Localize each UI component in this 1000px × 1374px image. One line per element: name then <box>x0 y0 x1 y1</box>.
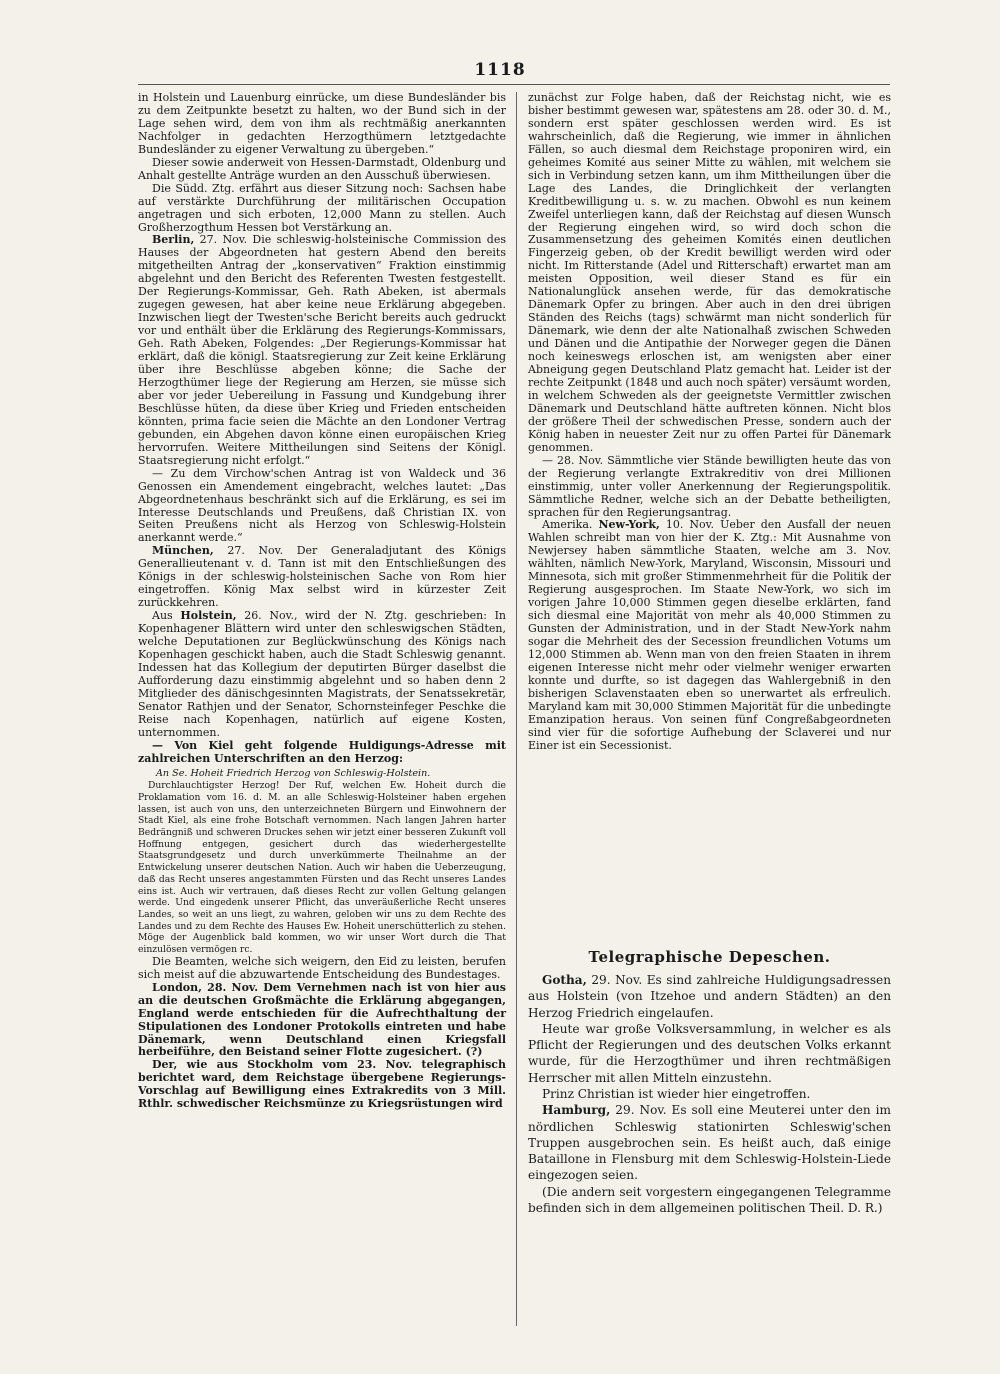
article-paragraph: zunächst zur Folge haben, daß der Reichstag nicht, wie es bisher bestimmt gewesen war, spätestens am 28. oder 30. d. M., sondern erst später geschlossen werden wird. Es ist wahrscheinlich, daß die Regierung, wie immer in ähnlichen Fällen, so auch diesmal dem Reichstage proponiren wird, ein geheimes Komité aus seiner Mitte zu wählen, mit welchem sie sich in Verbindung setzen kann, um ihm Mittheilungen über die Lage des Landes, die Dringlichkeit der verlangten Kreditbewilligung u. s. w. zu machen. Obwohl es nun keinem Zweifel unterliegen kann, daß der Reichstag auf diesen Wunsch der Regierung eingehen wird, so wird doch schon die Zusammensetzung des geheimen Komités einen deutlichen Fingerzeig geben, ob der Kredit bewilligt werden wird oder nicht. Im Ritterstande (Adel und Ritterschaft) erwartet man am meisten Opposition, weil dieser Stand es für ein Nationalunglück ansehen werde, für das demokratische Dänemark Opfer zu bringen. Aber auch in den drei übrigen Ständen des Reichs (tags) schwärmt man nicht sonderlich für Dänemark, wie denn der alte Nationalhaß zwischen Schweden und Dänen und die Antipathie der Norweger gegen die Dänen noch keineswegs erloschen ist, am wenigsten aber einer Abneigung gegen Deutschland Platz gemacht hat. Leider ist der rechte Zeitpunkt (1848 und auch noch später) versäumt worden, in welchem Schweden als der geeignetste Vermittler zwischen Dänemark und Deutschland hätte auftreten können. Nicht blos der größere Theil der schwedischen Presse, sondern auch der König haben in neuester Zeit nur zu offen Partei für Dänemark genommen. <box>528 91 891 454</box>
article-america: Amerika. New-York, 10. Nov. Ueber den Ausfall der neuen Wahlen schreibt man von hier der K. Ztg.: Mit Ausnahme von Newjersey haben sämmtliche Staaten, welche am 3. Nov. wählten, nämlich New-York, Maryland, Wisconsin, Missouri und Minnesota, sich mit großer Stimmenmehrheit für die Politik der Regierung ausgesprochen. Im Staate New-York, wo sich im vorigen Jahre 10,000 Stimmen gegen dieselbe erklärten, fand sich diesmal eine Majorität von mehr als 40,000 Stimmen zu Gunsten der Administration, und in der Stadt New-York nahm sogar die Mehrheit des der Secession freundlichen Votums um 12,000 Stimmen ab. Wenn man von den freien Staaten in ihrem eigenen Interesse nicht mehr oder vielmehr weniger erwarten konnte und durfte, so ist dagegen das Wahlergebniß in den bisherigen Sclavenstaaten eben so unerwartet als erfreulich. Maryland kam mit 30,000 Stimmen Majorität für die unbedingte Emanzipation heraus. Von seinen fünf Congreßabgeordneten sind vier für die sofortige Aufhebung der Sclaverei und nur Einer ist ein Secessionist. <box>528 518 891 752</box>
telegrams-section <box>528 949 891 1217</box>
article-holstein: Aus Holstein, 26. Nov., wird der N. Ztg. geschrieben: In Kopenhagener Blättern wird unter den schleswigschen Städten, welche Deputationen zur Beglückwünschung des Königs nach Kopenhagen geschickt haben, auch die Stadt Schleswig genannt. Indessen hat das Kollegium der deputirten Bürger daselbst die Aufforderung dazu einstimmig abgelehnt und so haben denn 2 Mitglieder des dänischgesinnten Magistrats, der Senatssekretär, Senator Rathjen und der Senator, Schornsteinfeger Peschke die Reise nach Kopenhagen, natürlich auf eigene Kosten, unternommen. <box>138 609 507 739</box>
blank-space <box>528 753 891 949</box>
column-divider <box>516 92 517 1326</box>
telegram-hamburg: Hamburg, 29. Nov. Es soll eine Meuterei unter den im nördlichen Schleswig stationirten Schleswig'schen Truppen ausgebrochen sein. Es heißt auch, daß einige Bataillone in Flensburg mit dem Schleswig-Holstein-Liede eingezogen seien. <box>528 1103 891 1183</box>
article-paragraph: Die Beamten, welche sich weigern, den Eid zu leisten, berufen sich meist auf die abzuwartende Entscheidung des Bundestages. <box>138 954 506 981</box>
article-paragraph: Dieser sowie anderweit von Hessen-Darmstadt, Oldenburg und Anhalt gestellte Anträge wurden an den Ausschuß überwiesen. <box>138 155 506 182</box>
dateline-stockholm: Stockholm <box>247 1058 314 1072</box>
article-munich: München, 27. Nov. Der Generaladjutant des Königs Generallieutenant v. d. Tann ist mit den Entschließungen des Königs in der schleswig-holsteinischen Sache von Rom hier eingetroffen. König Max selbst wird in kürzester Zeit zurückkehren. <box>138 544 506 610</box>
telegram-gotha: Gotha, 29. Nov. Es sind zahlreiche Huldigungsadressen aus Holstein (von Itzehoe und andern Städten) an den Herzog Friedrich eingelaufen. <box>528 972 891 1020</box>
telegram-paragraph: Prinz Christian ist wieder hier eingetroffen. <box>542 1086 811 1101</box>
dateline-berlin: Berlin, <box>152 233 195 247</box>
address-block <box>138 768 506 956</box>
dateline-london: London, <box>152 980 202 994</box>
right-column <box>528 92 891 1216</box>
address-heading: An Se. Hoheit Friedrich Herzog von Schleswig-Holstein. <box>156 767 431 779</box>
article-paragraph: — Von Kiel geht folgende Huldigungs-Adresse mit zahlreichen Unterschriften an den Herzog: <box>138 738 506 765</box>
telegrams-heading: Telegraphische Depeschen. <box>588 947 831 966</box>
editorial-note: (Die andern seit vorgestern eingegangenen Telegramme befinden sich in dem allgemeinen politischen Theil. D. R.) <box>528 1184 891 1216</box>
article-paragraph: in Holstein und Lauenburg einrücke, um diese Bundesländer bis zu dem Zeitpunkte besetzt zu halten, wo der Bund sich in der Lage sehen wird, dem von ihm als rechtmäßig anerkannten Nachfolger in gedachten Herzogthümern letztgedachte Bundesländer zu eigener Verwaltung zu übergeben.“ <box>138 91 506 156</box>
dateline-munich: München, <box>152 544 214 558</box>
article-berlin: Berlin, 27. Nov. Die schleswig-holsteinische Commission des Hauses der Abgeordneten hat gestern Abend den bereits mitgetheilten Antrag der „konservativen“ Fraktion einstimmig abgelehnt und den Bericht des Referenten Twesten festgestellt. Der Regierungs-Kommissar, Geh. Rath Abeken, ist abermals zugegen gewesen, hat aber keine neue Erklärung abgegeben. Inzwischen liegt der Twesten'sche Bericht bereits auch gedruckt vor und enthält über die Erklärung des Regierungs-Kommissars, Geh. Rath Abeken, Folgendes: „Der Regierungs-Kommissar hat erklärt, daß die königl. Staatsregierung zur Zeit keine Erklärung über ihre Beschlüsse abgeben könne; die Sache der Herzogthümer liege der Regierung am Herzen, sie müsse sich aber vor jeder Uebereilung in Fassung und Kundgebung ihrer Beschlüsse hüten, da diese über Krieg und Frieden entscheiden könnten, prima facie seien die Mächte an den Londoner Vertrag gebunden, ein Abgehen davon könne einen europäischen Krieg hervorrufen. Weitere Mittheilungen sind Seitens der Königl. Staatsregierung nicht erfolgt.“ <box>138 233 506 467</box>
article-stockholm: Der, wie aus Stockholm vom 23. Nov. telegraphisch berichtet ward, dem Reichstage übergebene Regierungs-Vorschlag auf Bewilligung eines Extrakredits von 3 Mill. Rthlr. schwedischer Reichsmünze zu Kriegsrüstungen wird <box>138 1058 506 1111</box>
telegram-paragraph: Heute war große Volksversammlung, in welcher es als Pflicht der Regierungen und des deutschen Volks erkannt wurde, für die Herzogthümer und ihren rechtmäßigen Herrscher mit allen Mitteln einzustehn. <box>528 1021 891 1085</box>
left-column <box>138 92 506 1111</box>
page-number: 1118 <box>474 60 526 80</box>
article-london: London, 28. Nov. Dem Vernehmen nach ist von hier aus an die deutschen Großmächte die Erklärung abgegangen, England werde entschieden für die Aufrechthaltung der Stipulationen des Londoner Protokolls eintreten und habe Dänemark, wenn Deutschland einen Kriegsfall herbeiführe, den Beistand seiner Flotte zugesichert. (?) <box>138 980 506 1059</box>
article-paragraph: — 28. Nov. Sämmtliche vier Stände bewilligten heute das von der Regierung verlangte Extrakreditiv von drei Millionen einstimmig, unter voller Anerkennung der Regierungspolitik. Sämmtliche Redner, welche sich an der Debatte betheiligten, sprachen für den Regierungsantrag. <box>528 453 891 519</box>
dateline-gotha: Gotha, <box>542 972 587 987</box>
dateline-new-york: New-York, <box>598 518 660 532</box>
address-text: Durchlauchtigster Herzog! Der Ruf, welchen Ew. Hoheit durch die Proklamation vom 16. d. M. an alle Schleswig-Holsteiner haben ergehen lassen, ist auch von uns, den unterzeichneten Bürgern und Einwohnern der Stadt Kiel, als eine frohe Botschaft vernommen. Nach langen Jahren harter Bedrängniß und schweren Druckes sehen wir jetzt einer besseren Zukunft voll Hoffnung entgegen, gesichert durch das wiederhergestellte Staatsgrundgesetz und durch unverkümmerte Theilnahme an der Entwickelung unserer deutschen Nation. Auch wir haben die Ueberzeugung, daß das Recht unseres angestammten Fürsten und das Recht unseres Landes eins ist. Auch wir vertrauen, daß dieses Recht zur vollen Geltung gelangen werde. Und eingedenk unserer Pflicht, das unveräußerliche Recht unseres Landes, so weit an uns liegt, zu wahren, geloben wir uns zu dem Rechte des Landes und zu dem Rechte des Hauses Ew. Hoheit unerschütterlich zu stehen. Möge der Augenblick bald kommen, wo wir unser Wort durch die That einzulösen vermögen rc. <box>138 780 506 956</box>
article-paragraph: Die Südd. Ztg. erfährt aus dieser Sitzung noch: Sachsen habe auf verstärkte Durchführung der militärischen Occupation angetragen und sich erboten, 12,000 Mann zu stellen. Auch Großherzogthum Hessen bot Verstärkung an. <box>138 181 506 234</box>
page-header <box>0 60 1000 80</box>
header-rule <box>138 84 890 85</box>
dateline-holstein: Holstein, <box>180 609 237 623</box>
dateline-hamburg: Hamburg, <box>542 1103 611 1118</box>
article-paragraph: — Zu dem Virchow'schen Antrag ist von Waldeck und 36 Genossen ein Amendement eingebracht, welches lautet: „Das Abgeordnetenhaus beschränkt sich auf die Erklärung, es sei im Interesse Deutschlands und Preußens, daß Christian IX. von Seiten Preußens nicht als Herzog von Schleswig-Holstein anerkannt werde.“ <box>138 466 506 545</box>
